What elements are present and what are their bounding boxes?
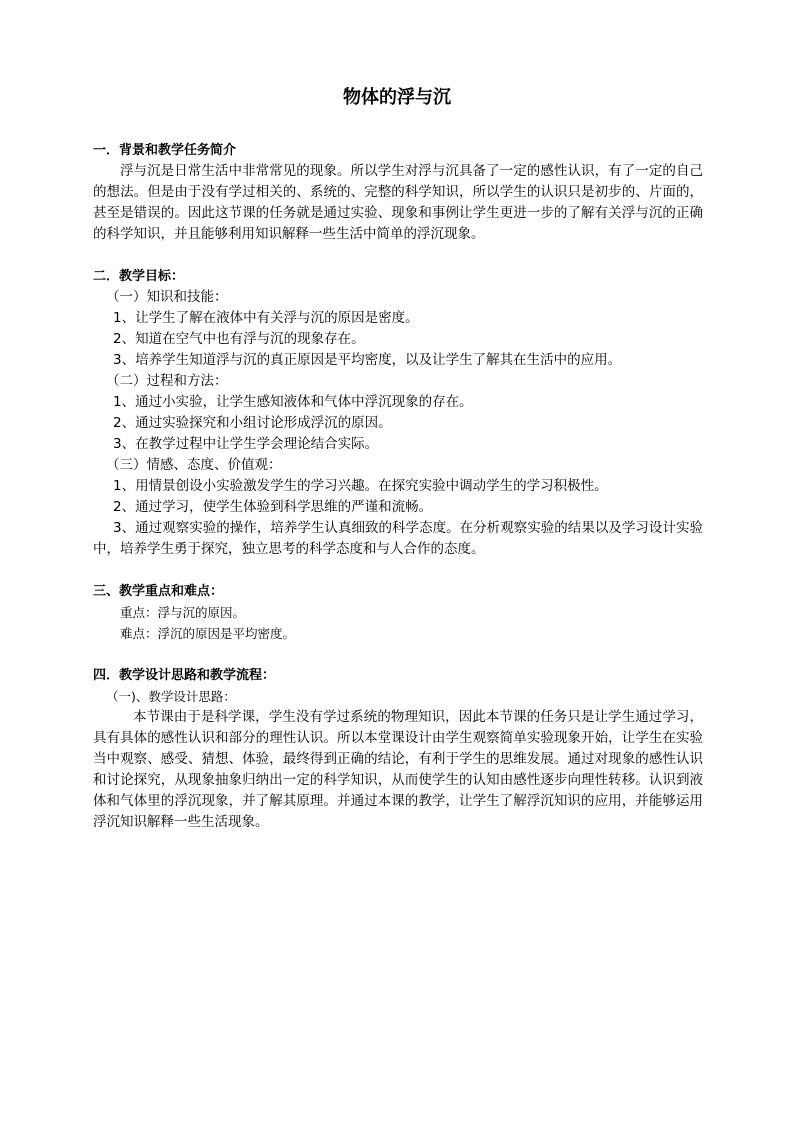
objective-item: 2、知道在空气中也有浮与沉的现象存在。: [113, 331, 365, 347]
spacer: [93, 644, 703, 665]
objective-item: 2、通过实验探究和小组讨论形成浮沉的原因。: [113, 415, 392, 431]
objective-item: 2、通过学习，使学生体验到科学思维的严谨和流畅。: [113, 499, 433, 515]
spacer: [93, 560, 703, 581]
objective-item: 1、让学生了解在液体中有关浮与沉的原因是密度。: [113, 310, 419, 326]
section-heading-background: 一．背景和教学任务简介: [93, 143, 237, 158]
design-paragraph: 本节课由于是科学课，学生没有学过系统的物理知识，因此本节课的任务只是让学生通过学习，具有具体的感性认识和部分的理性认识。所以本堂课设计由学生观察简单实验现象开始，让学生在实验当中观察、感受、猜想、体验，最终得到正确的结论，有利于学生的思维发展。通过对现象的感性认识和讨论探究，从现象抽象归纳出一定的科学知识，从而使学生的认知由感性逐步向理性转移。认识到液体和气体里的浮沉现象，并了解其原理。并通过本课的教学，让学生了解浮沉知识的应用，并能够运用浮沉知识解释一些生活现象。: [93, 709, 703, 830]
section-heading-key-points: 三、教学重点和难点：: [93, 584, 224, 599]
objective-item: 1、通过小实验，让学生感知液体和气体中浮沉现象的存在。: [113, 394, 473, 410]
section-heading-objectives: 二．教学目标：: [93, 269, 185, 284]
document-title: 物体的浮与沉: [343, 87, 451, 108]
background-paragraph: 浮与沉是日常生活中非常常见的现象。所以学生对浮与沉具备了一定的感性认识，有了一定的自己的想法。但是由于没有学过相关的、系统的、完整的科学知识，所以学生的认识只是初步的、片面的，甚至是错误的。因此这节课的任务就是通过实验、现象和事例让学生更进一步的了解有关浮与沉的正确的科学知识，并且能够利用知识解释一些生活中简单的浮沉现象。: [93, 163, 703, 242]
objective-item: 3、通过观察实验的操作，培养学生认真细致的科学态度。在分析观察实验的结果以及学习设计实验中，培养学生勇于探究，独立思考的科学态度和与人合作的态度。: [93, 520, 703, 557]
objective-item: 3、在教学过程中让学生学会理论结合实际。: [113, 436, 379, 452]
key-point: 重点：浮与沉的原因。: [120, 605, 246, 620]
objectives-subheading-knowledge: （一）知识和技能：: [106, 289, 228, 305]
objective-item: 3、培养学生知道浮与沉的真正原因是平均密度，以及让学生了解其在生活中的应用。: [113, 352, 622, 368]
section-heading-design: 四．教学设计思路和教学流程：: [93, 668, 276, 683]
document-body: [93, 140, 703, 833]
spacer: [93, 245, 703, 266]
difficult-point: 难点：浮沉的原因是平均密度。: [120, 626, 296, 641]
objectives-subheading-attitude: （三）情感、态度、价值观：: [106, 457, 282, 473]
objective-item: 1、用情景创设小实验激发学生的学习兴趣。在探究实验中调动学生的学习积极性。: [113, 478, 608, 494]
design-subheading: （一)、教学设计思路：: [106, 689, 236, 704]
objectives-subheading-process: （二）过程和方法：: [106, 373, 228, 389]
